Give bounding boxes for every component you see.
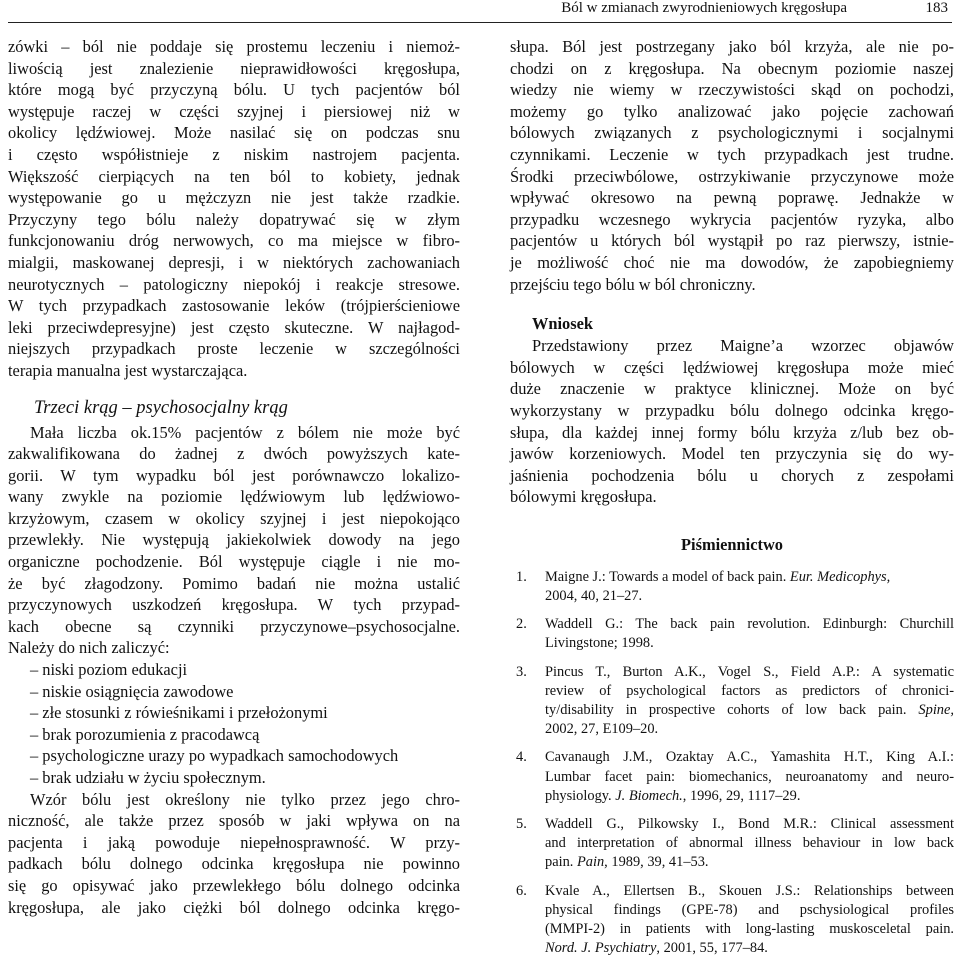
conclusion-heading: Wniosek (532, 314, 594, 334)
text-line: terapia manualna jest wystarczająca. (8, 360, 248, 380)
reference-line: Maigne J.: Towards a model of back pain. Eur. Medicophys, (545, 568, 891, 585)
reference-number: 4. (516, 749, 527, 766)
cause-list (8, 659, 460, 789)
text-line: wpływać okresowo na pewną poprawę. Jednakże w (510, 188, 954, 208)
text-line: zakwalifikowana do żadnej z dwóch powyższych kate- (8, 444, 460, 464)
reference-item (510, 882, 954, 959)
text-line: wiedzy nie wiemy w rzeczywistości skąd on pochodzi, (510, 80, 954, 100)
text-line: kach obecne są czynniki przyczynowe–psychosocjalne. (8, 616, 460, 636)
paragraph-left-3 (8, 789, 460, 919)
text-line: funkcjonowaniu dróg nerwowych, co ma miejsce w fibro- (8, 231, 460, 251)
text-line: niczność, ale także przez sposób w jaki wpływa on na (8, 811, 460, 831)
text-line: przypadku wczesnego wykrycia pacjentów ryzyka, albo (510, 209, 954, 229)
reference-line: Kvale A., Ellertsen B., Skouen J.S.: Relationships between (545, 882, 954, 899)
text-line: możemy go tylko analizować jako pojęcie zachowań (510, 101, 954, 121)
list-item: – niskie osiągnięcia zawodowe (30, 681, 234, 701)
text-line: jaśnienia pochodzenia bólu u chorych z zespołami (510, 465, 954, 485)
text-line: padkach bólu dolnego odcinka kręgosłupa nie powinno (8, 854, 460, 874)
conclusion-paragraph (510, 335, 954, 508)
text-line: jawów korzeniowych. Model ten przyczynia się do wy- (510, 444, 954, 464)
references-heading: Piśmiennictwo (681, 534, 783, 554)
text-line: okolicy lędźwiowej. Może nasilać się on podczas snu (8, 123, 460, 143)
list-item: – złe stosunki z rówieśnikami i przełożonymi (30, 703, 328, 723)
reference-line: physical findings (GPE-78) and pschysiological profiles (545, 901, 954, 918)
reference-line: 2004, 40, 21–27. (545, 588, 643, 605)
text-line: leki przeciwdepresyjne) jest często skuteczne. W najłagod- (8, 317, 460, 337)
paragraph-left-2 (8, 422, 460, 660)
reference-line: Cavanaugh J.M., Ozaktay A.C., Yamashita H.T., King A.I.: (545, 749, 954, 766)
section-title-third-circle: Trzeci krąg – psychosocjalny krąg (34, 397, 288, 418)
text-line: mialgii, maskowanej depresji, i w niektórych zachowaniach (8, 252, 460, 272)
text-line: organiczne pochodzenie. Ból występuje ciągle i nie mo- (8, 552, 460, 572)
text-line: i często współistnieje z niskim nastrojem pacjenta. (8, 144, 460, 164)
reference-line: and interpretation of abnormal illness behaviour in low back (545, 835, 954, 852)
page-number: 183 (925, 0, 948, 16)
text-line: neurotycznych – patologiczny niepokój i reakcje stresowe. (8, 274, 460, 294)
reference-number: 2. (516, 616, 527, 633)
text-line: występuje raczej w części szyjnej i piersiowej niż w (8, 101, 460, 121)
text-line: Przyczyny tego bólu należy dopatrywać się w złym (8, 209, 460, 229)
reference-line: Pincus T., Burton A.K., Vogel S., Field A.P.: A systematic (545, 663, 954, 680)
text-line: Wzór bólu jest określony nie tylko przez jego chro- (30, 789, 460, 809)
reference-line: ty/disability in prospective cohorts of low back pain. Spine, (545, 702, 954, 718)
text-line: bólowych związanych z psychologicznymi i socjalnymi (510, 123, 954, 143)
page-header (8, 0, 952, 23)
text-line: przyczynowych uszkodzeń kręgosłupa. W tych przypad- (8, 595, 460, 615)
text-line: słupa, dla każdej innej formy bólu krzyża z/lub bez ob- (510, 422, 954, 442)
reference-item (510, 568, 954, 606)
text-line: chodzi on z kręgosłupa. Na obecnym poziomie naszej (510, 58, 954, 78)
list-item: – niski poziom edukacji (30, 660, 188, 680)
text-line: niejszych przypadkach proste leczenie w szczególności (8, 339, 460, 359)
reference-number: 3. (516, 663, 527, 680)
text-line: czynnikami. Leczenie w tych przypadkach jest trudne. (510, 144, 954, 164)
text-line: Większość cierpiących na ten ból to kobiety, jednak (8, 166, 460, 186)
text-line: występowanie go u mężczyzn nie jest także rzadkie. (8, 188, 460, 208)
reference-number: 1. (516, 568, 527, 585)
reference-item (510, 815, 954, 873)
text-line: bólowymi kręgosłupa. (510, 487, 657, 507)
reference-line: Nord. J. Psychiatry, 2001, 55, 177–84. (545, 940, 768, 957)
text-line: Przedstawiony przez Maigne’a wzorzec objawów (532, 336, 954, 356)
reference-item (510, 663, 954, 740)
text-line: wany zwykle na poziomie lędźwiowym lub lędźwiowo- (8, 487, 460, 507)
text-line: W tych przypadkach zastosowanie leków (trójpierścieniowe (8, 296, 460, 316)
left-column (8, 36, 460, 918)
reference-line: physiology. J. Biomech., 1996, 29, 1117–29. (545, 787, 801, 804)
text-line: które mogą być przyczyną bólu. U tych pacjentów ból (8, 80, 460, 100)
reference-line: Waddell G., Pilkowsky I., Bond M.R.: Clinical assessment (545, 815, 954, 832)
list-item: – psychologiczne urazy po wypadkach samochodowych (30, 746, 399, 766)
text-line: się go opisywać jako przewlekłego bólu dolnego odcinka (8, 875, 460, 895)
reference-line: Waddell G.: The back pain revolution. Edinburgh: Churchill (545, 616, 954, 633)
running-title: Ból w zmianach zwyrodnieniowych kręgosłupa (561, 0, 847, 16)
text-line: je możliwość choć nie ma dowodów, że zapobiegniemy (510, 252, 954, 272)
text-line: że być złagodzony. Pomimo badań nie można ustalić (8, 573, 460, 593)
text-line: słupa. Ból jest postrzegany jako ból krzyża, ale nie po- (510, 37, 954, 56)
reference-line: 2002, 27, E109–20. (545, 721, 659, 738)
text-line: Należy do nich zaliczyć: (8, 638, 170, 658)
reference-line: (MMPI-2) in patients with long-lasting muskosceletal pain. (545, 920, 954, 937)
reference-line: Lumbar facet pain: biomechanics, neuroanatomy and neuro- (545, 768, 954, 785)
text-line: przewlekły. Nie występują jakiekolwiek dowody na jego (8, 530, 460, 550)
list-item: – brak porozumienia z pracodawcą (30, 724, 260, 744)
reference-line: pain. Pain, 1989, 39, 41–53. (545, 854, 709, 871)
text-line: przejściu tego bólu w ból chroniczny. (510, 274, 756, 294)
text-line: liwością jest znalezienie nieprawidłowości kręgosłupa, (8, 58, 460, 78)
text-line: gorii. W tym wypadku ból jest porównawczo lokalizo- (8, 465, 460, 485)
text-line: pacjentów u których ból wystąpił po raz pierwszy, istnie- (510, 231, 954, 251)
list-item: – brak udziału w życiu społecznym. (30, 768, 266, 787)
paragraph-left-1 (8, 36, 460, 382)
text-line: krzyżowym, czasem w okolicy szyjnej i jest niepokojąco (8, 508, 460, 528)
reference-item (510, 615, 954, 653)
reference-line: review of psychological factors as predictors of chronici- (545, 682, 954, 699)
text-line: zówki – ból nie poddaje się prostemu leczeniu i niemoż- (8, 37, 460, 56)
text-line: Mała liczba ok.15% pacjentów z bólem nie może być (30, 422, 460, 442)
text-line: duże znaczenie w praktyce klinicznej. Może on być (510, 379, 954, 399)
references-list (510, 568, 954, 958)
text-line: kręgosłupa, ale jako ciężki ból dolnego odcinka kręgo- (8, 897, 460, 917)
reference-item (510, 748, 954, 806)
text-line: wykorzystany w przypadku bólu dolnego odcinka kręgo- (510, 400, 954, 420)
text-line: Środki przeciwbólowe, ostrzykiwanie przyczynowe może (510, 166, 954, 186)
reference-number: 6. (516, 882, 527, 899)
paragraph-right-1 (510, 36, 954, 295)
reference-line: Livingstone; 1998. (545, 635, 654, 652)
text-line: bólowych w części lędźwiowej kręgosłupa może mieć (510, 357, 954, 377)
text-line: pacjenta i jaką powoduje niepełnosprawność. W przy- (8, 832, 460, 852)
right-column (510, 36, 954, 967)
reference-number: 5. (516, 815, 527, 832)
